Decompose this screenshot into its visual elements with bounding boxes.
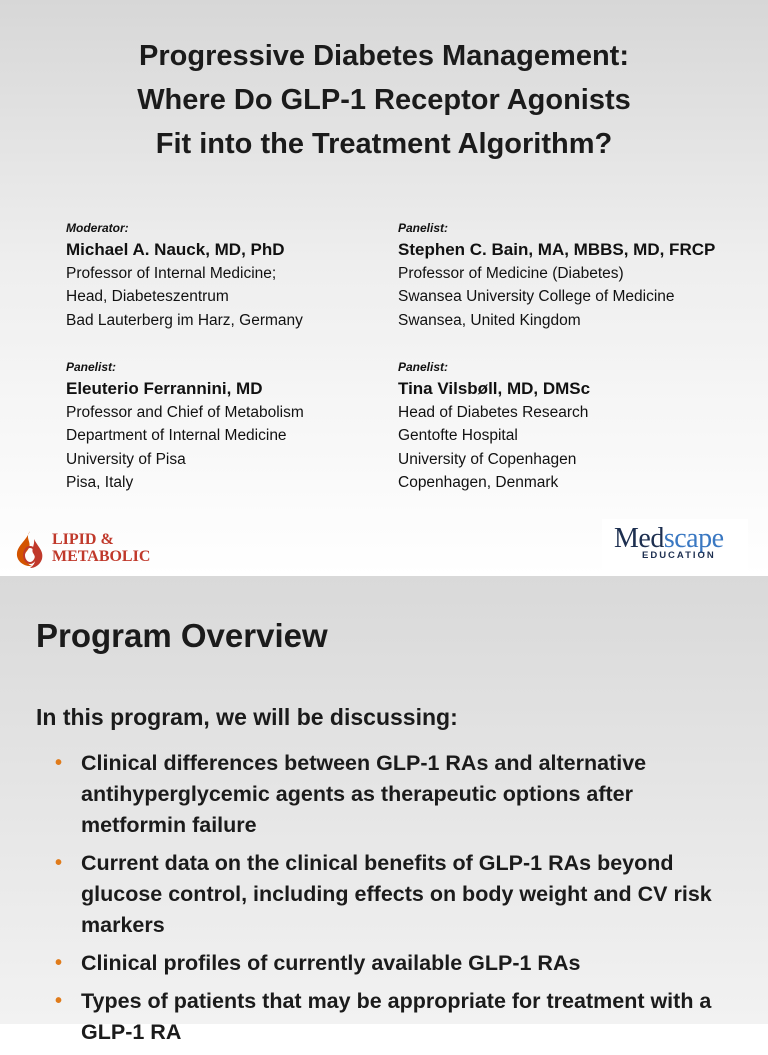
- affiliation-line: Gentofte Hospital: [398, 427, 518, 445]
- affiliation-line: University of Copenhagen: [398, 450, 577, 468]
- affiliation-line: Swansea University College of Medicine: [398, 288, 675, 306]
- affiliation-line: Swansea, United Kingdom: [398, 311, 581, 329]
- affiliation-line: Professor and Chief of Metabolism: [66, 404, 304, 421]
- flame-icon: [10, 529, 50, 571]
- overview-slide: [0, 576, 768, 1044]
- slide-title: Program Overview: [36, 617, 328, 654]
- bullet-dot-icon: •: [55, 752, 63, 774]
- affiliation-line: Bad Lauterberg im Harz, Germany: [66, 311, 303, 329]
- moderator-block: [66, 219, 303, 332]
- role-label: Panelist:: [398, 360, 449, 374]
- logo-text-line2: METABOLIC: [52, 548, 151, 565]
- logo-text-line1: LIPID &: [52, 531, 114, 548]
- bullet-dot-icon: •: [55, 990, 63, 1012]
- bullet-item: [0, 748, 768, 841]
- bullet-item: [0, 986, 768, 1048]
- lipid-metabolic-logo: [10, 529, 170, 571]
- affiliation-line: Professor of Internal Medicine;: [66, 265, 277, 282]
- bullet-list: [0, 748, 768, 1055]
- affiliation-line: Professor of Medicine (Diabetes): [398, 265, 624, 282]
- medscape-education-logo: [602, 519, 748, 573]
- panelist-ferrannini-block: [66, 358, 304, 494]
- role-label: Panelist:: [398, 221, 449, 235]
- affiliation-line: Pisa, Italy: [66, 473, 134, 491]
- bullet-text: Clinical differences between GLP-1 RAs and alternative antihyperglycemic agents as therapeutic options after metformin failure: [81, 751, 647, 837]
- bullet-text: Current data on the clinical benefits of GLP-1 RAs beyond glucose control, including effects on body weight and CV risk markers: [81, 851, 712, 937]
- affiliation-line: Head, Diabeteszentrum: [66, 288, 229, 306]
- affiliation-line: Department of Internal Medicine: [66, 427, 287, 445]
- title-line-1: Progressive Diabetes Management:: [139, 40, 629, 72]
- person-name: Stephen C. Bain, MA, MBBS, MD, FRCP: [398, 240, 716, 259]
- bullet-dot-icon: •: [55, 852, 63, 874]
- intro-text: In this program, we will be discussing:: [36, 704, 458, 730]
- panelist-vilsboll-block: [398, 358, 590, 494]
- bullet-text: Types of patients that may be appropriate for treatment with a GLP-1 RA: [81, 989, 712, 1044]
- bullet-item: [0, 948, 768, 979]
- wordmark-part1: Med: [614, 523, 664, 554]
- wordmark-part2: scape: [663, 523, 724, 554]
- title-line-3: Fit into the Treatment Algorithm?: [155, 128, 613, 160]
- affiliation-line: University of Pisa: [66, 450, 186, 468]
- role-label: Panelist:: [66, 360, 117, 374]
- person-name: Michael A. Nauck, MD, PhD: [66, 240, 285, 259]
- affiliation-line: Head of Diabetes Research: [398, 404, 589, 421]
- bullet-item: [0, 848, 768, 941]
- bullet-text: Clinical profiles of currently available GLP-1 RAs: [81, 951, 581, 975]
- slide-title: [0, 34, 768, 166]
- education-label: EDUCATION: [642, 550, 716, 561]
- person-name: Eleuterio Ferrannini, MD: [66, 379, 263, 398]
- bullet-dot-icon: •: [55, 952, 63, 974]
- role-label: Moderator:: [66, 221, 129, 235]
- person-name: Tina Vilsbøll, MD, DMSc: [398, 379, 591, 398]
- panelist-bain-block: [398, 219, 715, 332]
- title-line-2: Where Do GLP-1 Receptor Agonists: [137, 84, 631, 116]
- affiliation-line: Copenhagen, Denmark: [398, 473, 559, 491]
